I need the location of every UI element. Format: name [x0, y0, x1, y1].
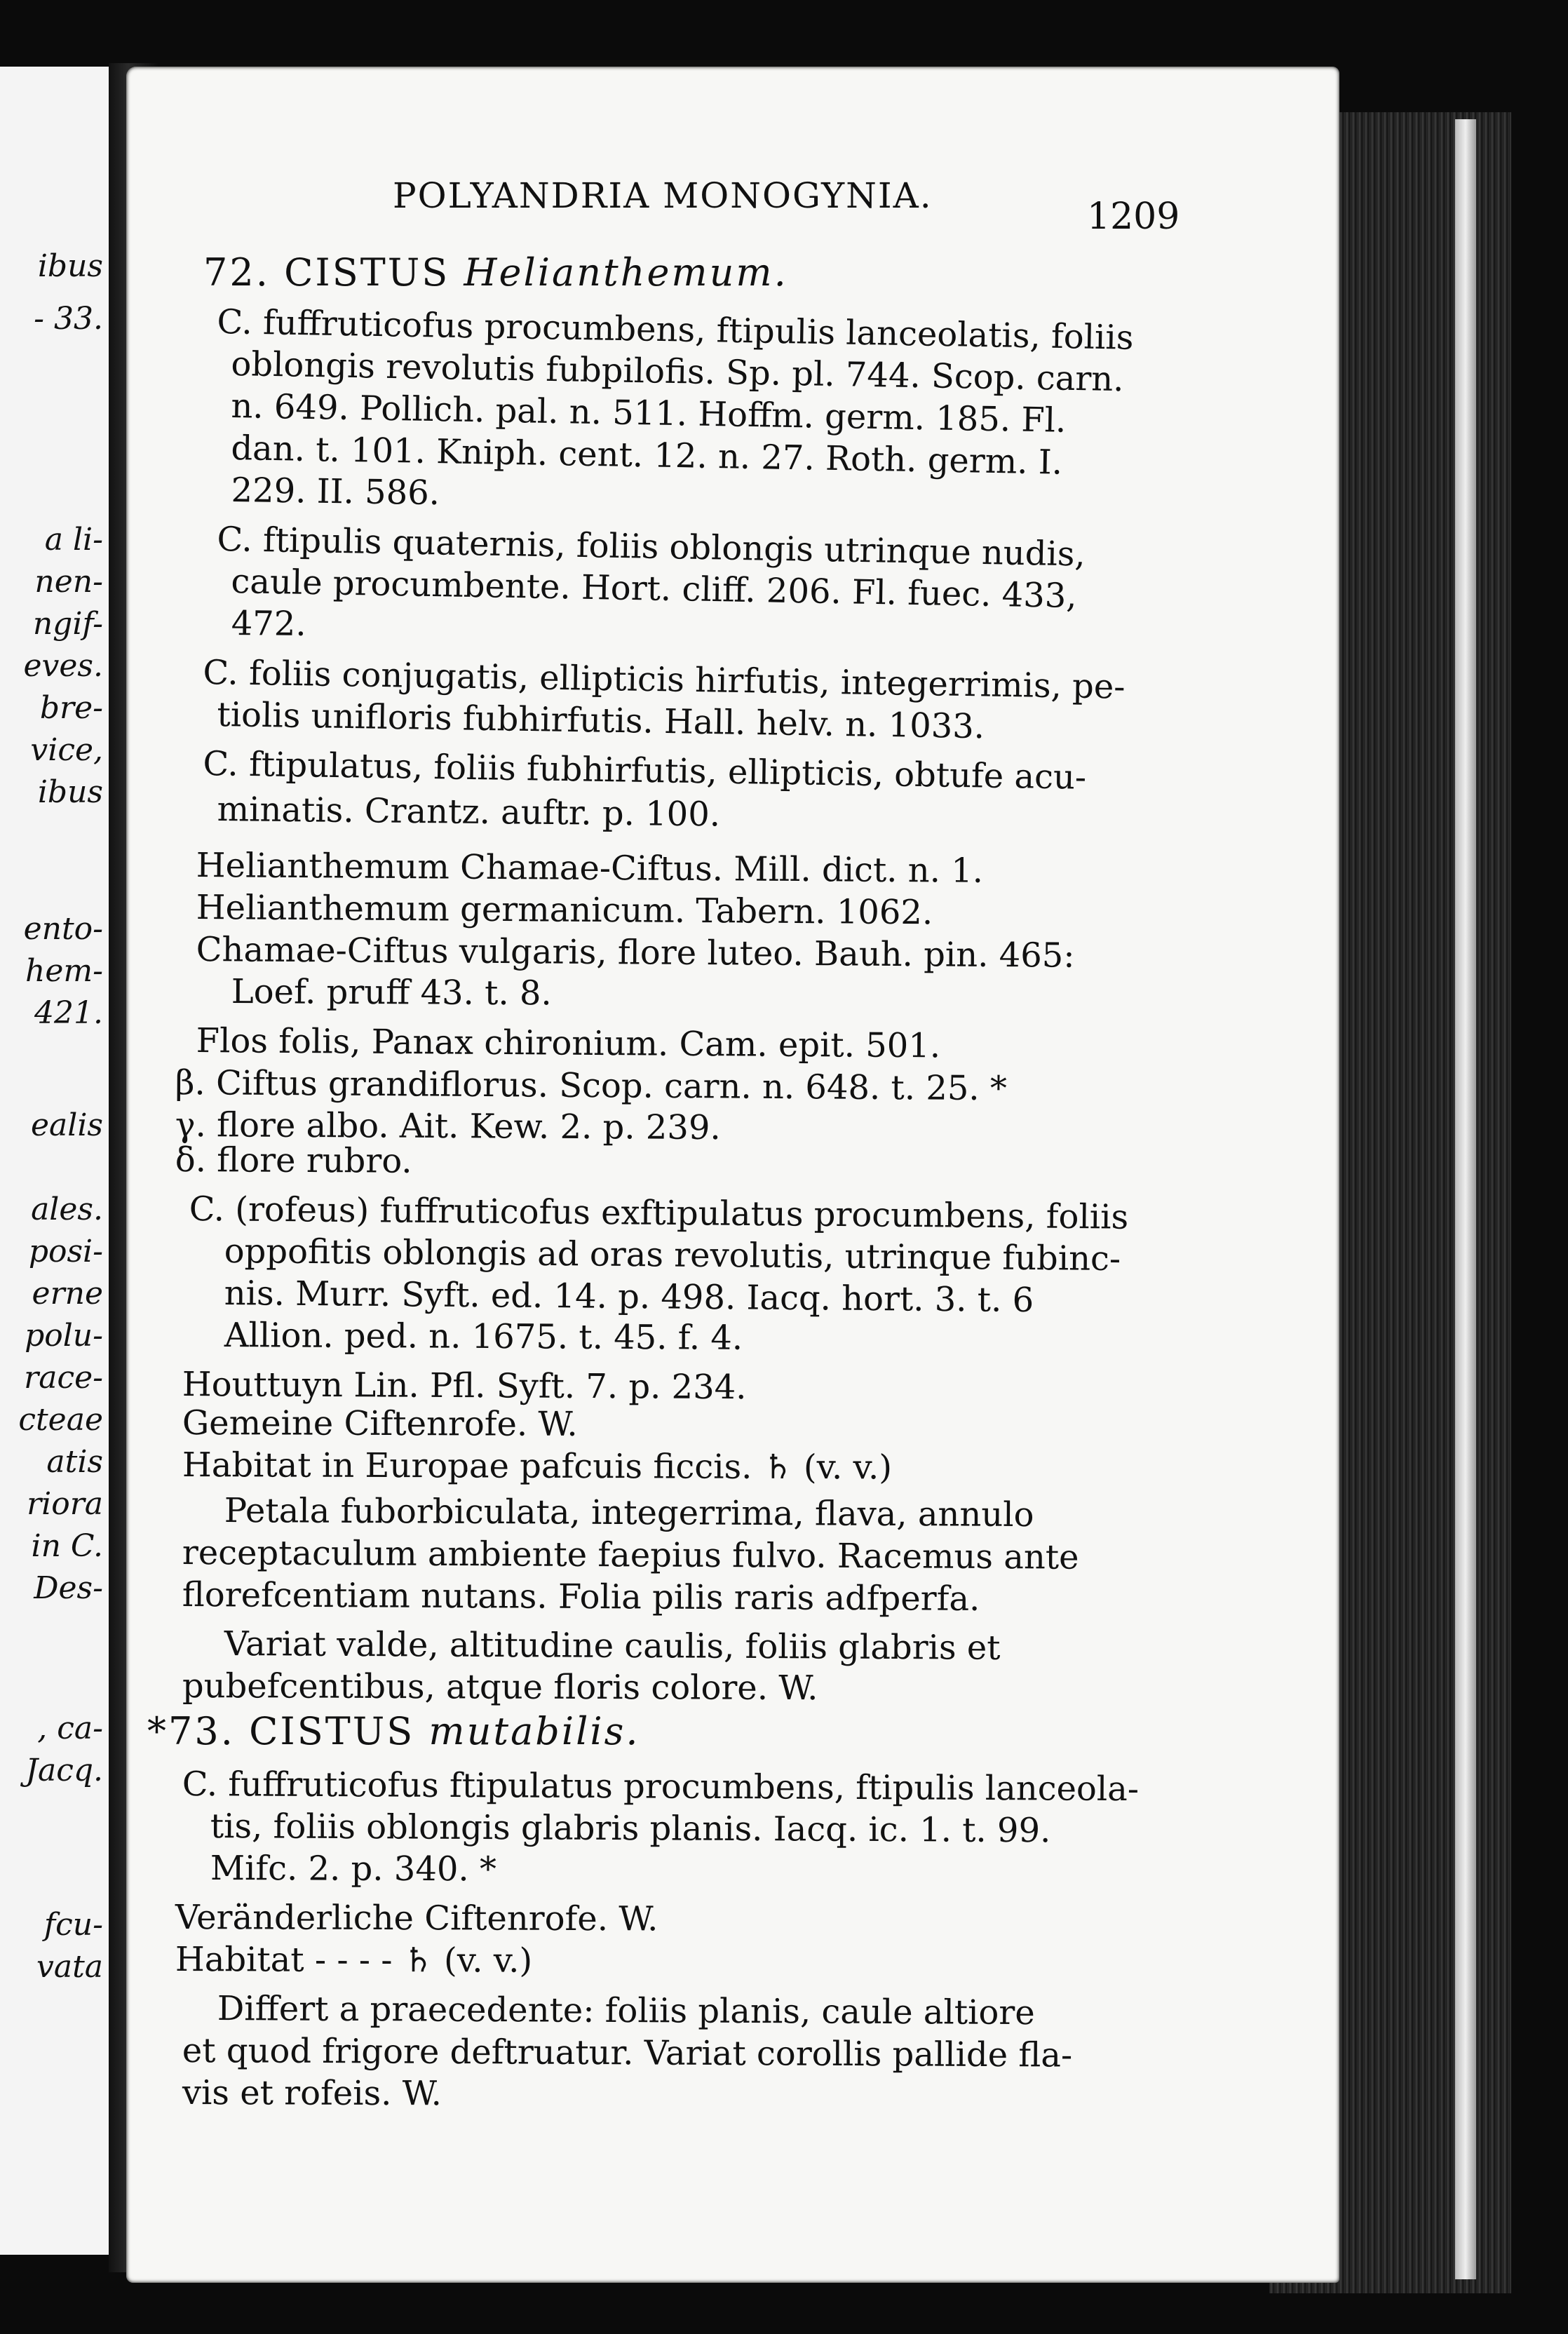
entry-72-line: Allion. ped. n. 1675. t. 45. f. 4.: [224, 1316, 743, 1358]
left-page-text: riora: [27, 1486, 103, 1522]
left-page-text: Des-: [34, 1570, 103, 1606]
left-page-text: hem-: [25, 953, 103, 989]
entry-72-line: Variat valde, altitudine caulis, foliis glabris et: [224, 1624, 1001, 1668]
entry-73-line: Habitat - - - - ♄ (v. v.): [175, 1940, 533, 1981]
entry-number: *73.: [147, 1709, 235, 1753]
left-page-text: ibus: [37, 248, 103, 284]
left-page-text: , ca-: [37, 1711, 103, 1746]
left-page-text: vata: [36, 1949, 103, 1985]
genus-name: CISTUS: [249, 1709, 415, 1753]
entry-72-line: C. ftipulatus, foliis fubhirfutis, ellipticis, obtufe acu-: [203, 743, 1087, 797]
left-page-text: in C.: [31, 1528, 103, 1564]
left-page-text: bre-: [39, 690, 103, 726]
left-page-text: fcu-: [43, 1907, 103, 1943]
page-edges-highlight: [1455, 119, 1476, 2279]
entry-72-line: dan. t. 101. Kniph. cent. 12. n. 27. Roth. germ. I.: [231, 428, 1063, 483]
entry-73-line: Differt a praecedente: foliis planis, caule altiore: [217, 1989, 1035, 2033]
entry-72-line: 229. II. 586.: [231, 470, 440, 513]
entry-72-line: C. fuffruticofus procumbens, ftipulis lanceolatis, foliis: [217, 302, 1134, 358]
entry-heading: [203, 252, 788, 293]
entry-72-line: C. foliis conjugatis, ellipticis hirfutis, integerrimis, pe-: [203, 652, 1126, 707]
entry-73-line: tis, foliis oblongis glabris planis. Iacq. ic. 1. t. 99.: [210, 1807, 1051, 1851]
entry-72-line: Flos folis, Panax chironium. Cam. epit. 501.: [196, 1021, 941, 1066]
left-page-text: ento-: [23, 911, 103, 947]
entry-72-line: Helianthemum germanicum. Tabern. 1062.: [196, 888, 933, 933]
species-name: Helianthemum.: [464, 250, 788, 295]
genus-name: CISTUS: [284, 250, 450, 295]
left-page-text: cteae: [18, 1402, 103, 1438]
entry-72-line: tiolis unifloris fubhirfutis. Hall. helv. n. 1033.: [217, 694, 985, 747]
entry-72-line: Gemeine Ciftenrofe. W.: [182, 1403, 578, 1444]
entry-73-line: C. fuffruticofus ftipulatus procumbens, ftipulis lanceola-: [182, 1765, 1140, 1809]
entry-72-line: receptaculum ambiente faepius fulvo. Racemus ante: [182, 1533, 1079, 1577]
entry-72-line: γ. flore albo. Ait. Kew. 2. p. 239.: [175, 1105, 721, 1148]
left-page-text: ales.: [31, 1192, 103, 1227]
left-page-text: - 33.: [34, 301, 103, 337]
entry-72-line: β. Ciftus grandiflorus. Scop. carn. n. 648. t. 25. *: [175, 1063, 1008, 1109]
left-page-text: eves.: [23, 648, 103, 684]
entry-72-line: florefcentiam nutans. Folia pilis raris adfperfa.: [182, 1575, 980, 1619]
left-page-text: polu-: [25, 1318, 103, 1354]
running-title: POLYANDRIA MONOGYNIA.: [393, 175, 933, 216]
entry-73-line: Veränderliche Ciftenrofe. W.: [175, 1898, 658, 1939]
entry-72-line: δ. flore rubro.: [175, 1140, 412, 1181]
page-number: 1209: [1087, 196, 1180, 238]
entry-72-line: Chamae-Ciftus vulgaris, flore luteo. Bauh. pin. 465:: [196, 930, 1075, 976]
left-page-text: a li-: [44, 522, 103, 558]
entry-73-line: Mifc. 2. p. 340. *: [210, 1849, 497, 1889]
left-page-text: ngif-: [32, 606, 103, 642]
entry-72-line: pubefcentibus, atque floris colore. W.: [182, 1666, 818, 1708]
entry-72-line: 472.: [231, 603, 306, 644]
entry-72-line: n. 649. Pollich. pal. n. 511. Hoffm. germ. 185. Fl.: [231, 386, 1067, 440]
entry-72-line: C. (rofeus) fuffruticofus exftipulatus procumbens, foliis: [189, 1189, 1129, 1237]
entry-72-line: nis. Murr. Syft. ed. 14. p. 498. Iacq. hort. 3. t. 6: [224, 1274, 1034, 1321]
entry-72-line: Houttuyn Lin. Pfl. Syft. 7. p. 234.: [182, 1365, 747, 1408]
entry-number: 72.: [203, 250, 270, 295]
entry-72-line: Loef. pruff 43. t. 8.: [231, 972, 552, 1013]
entry-72-line: caule procumbente. Hort. cliff. 206. Fl. fuec. 433,: [231, 561, 1078, 616]
left-page-text: vice,: [30, 732, 103, 768]
entry-heading: [147, 1711, 640, 1752]
book-page: [126, 67, 1339, 2283]
left-page-text: race-: [24, 1360, 103, 1396]
entry-72-line: Habitat in Europae pafcuis ficcis. ♄ (v. v.): [182, 1445, 893, 1488]
page-text: [126, 67, 1339, 2283]
entry-72-line: minatis. Crantz. auftr. p. 100.: [217, 790, 721, 835]
entry-72-line: Helianthemum Chamae-Ciftus. Mill. dict. n. 1.: [196, 846, 984, 891]
species-name: mutabilis.: [428, 1709, 640, 1753]
left-page-text: 421.: [34, 995, 103, 1031]
left-page-text: nen-: [34, 564, 103, 600]
entry-72-line: C. ftipulis quaternis, foliis oblongis utrinque nudis,: [217, 519, 1086, 574]
entry-72-line: oblongis revolutis fubpilofis. Sp. pl. 744. Scop. carn.: [231, 344, 1124, 400]
entry-73-line: et quod frigore deftruatur. Variat corollis pallide fla-: [182, 2031, 1073, 2075]
left-page-text: ibus: [37, 774, 103, 810]
left-page-text: erne: [32, 1276, 103, 1311]
entry-72-line: Petala fuborbiculata, integerrima, flava, annulo: [224, 1491, 1034, 1535]
left-page-text: posi-: [28, 1234, 103, 1269]
entry-72-line: oppofitis oblongis ad oras revolutis, utrinque fubinc-: [224, 1232, 1121, 1279]
left-page-text: atis: [46, 1444, 103, 1480]
left-page-fragment: [0, 67, 113, 2255]
left-page-text: ealis: [31, 1107, 103, 1143]
entry-73-line: vis et rofeis. W.: [182, 2073, 442, 2114]
left-page-text: Jacq.: [25, 1753, 103, 1788]
